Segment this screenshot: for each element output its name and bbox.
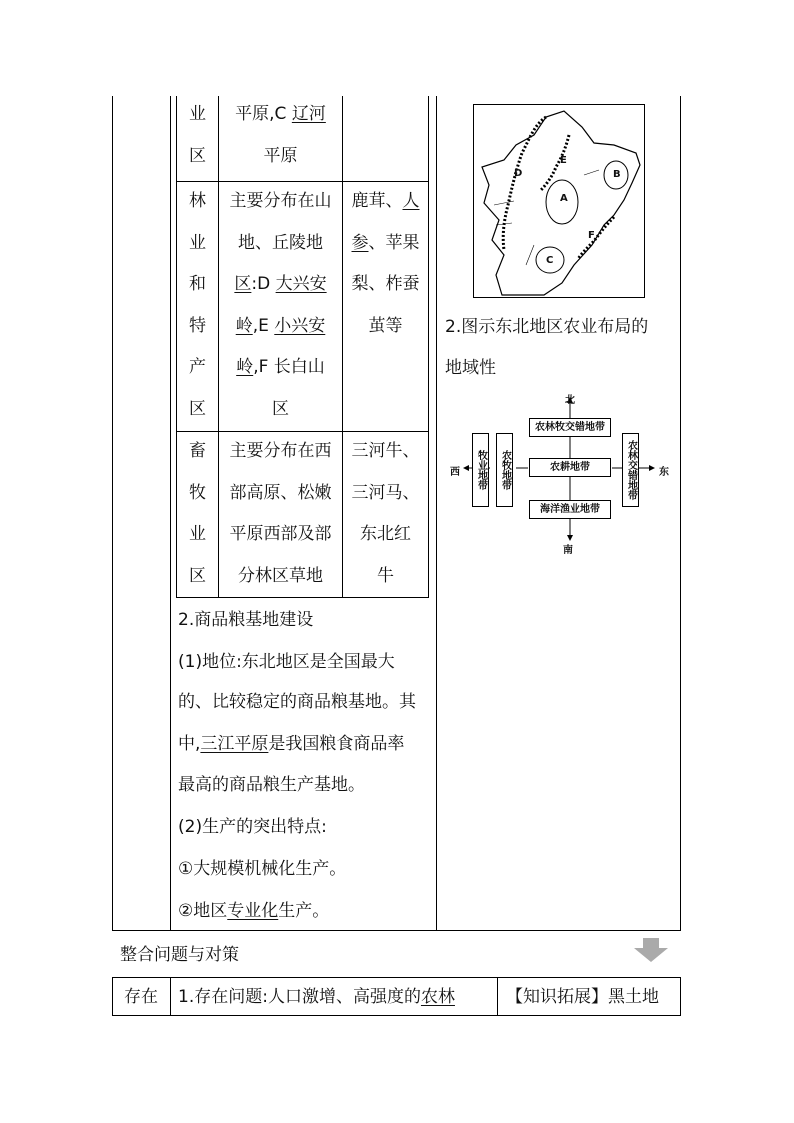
text-fragment: 平原,C xyxy=(235,104,292,124)
underlined-term: 参 xyxy=(351,232,369,253)
row-product-line xyxy=(343,524,428,544)
map-label-c: C xyxy=(546,255,554,266)
row-distribution-line xyxy=(219,566,342,586)
underlined-term: 岭 xyxy=(236,357,254,377)
integration-col3: 【知识拓展】黑土地 xyxy=(506,987,659,1007)
row-distribution-line xyxy=(219,104,342,124)
text-fragment: 1.存在问题:人口激增、高强度的 xyxy=(178,987,421,1007)
diagram-bottom-box: 海洋渔业地带 xyxy=(529,500,611,519)
row-type-char: 业 xyxy=(189,524,206,544)
row-distribution-line xyxy=(219,524,342,544)
row-product-line xyxy=(343,274,428,294)
underlined-term: 专业化 xyxy=(227,901,279,921)
diagram-west: 西 xyxy=(450,467,460,478)
row-product-line xyxy=(343,191,428,211)
row-product-line xyxy=(343,441,428,461)
text-fragment: ,F 长白山 xyxy=(253,357,325,377)
diagram-center-box: 农耕地带 xyxy=(529,458,611,477)
text-fragment: 牛 xyxy=(377,565,394,586)
row-product-line xyxy=(343,483,428,503)
underlined-term: 人 xyxy=(402,191,420,211)
text-fragment: 生产。 xyxy=(278,901,330,921)
row-distribution-line xyxy=(219,483,342,503)
underlined-term: 农林 xyxy=(420,987,455,1007)
text-fragment: 三河牛、 xyxy=(351,441,420,461)
map-label-e: E xyxy=(560,155,567,166)
text-fragment: 部高原、松嫩 xyxy=(229,482,332,503)
diagram-caption-line2: 地域性 xyxy=(445,358,496,378)
map-label-d: D xyxy=(514,168,523,179)
northeast-map xyxy=(473,104,645,298)
diagram-left-inner-box: 农牧地带 xyxy=(496,433,513,507)
map-label-f: F xyxy=(588,230,595,241)
row-distribution-line xyxy=(219,399,342,419)
text-fragment: 分林区草地 xyxy=(238,565,323,586)
row-distribution-line xyxy=(219,316,342,336)
text-fragment: 中, xyxy=(178,734,201,754)
row-product-line xyxy=(343,566,428,586)
row-type-char: 区 xyxy=(189,565,206,586)
row-type-char: 区 xyxy=(189,145,206,166)
section2-line4: 最高的商品粮生产基地。 xyxy=(178,775,365,795)
text-fragment: 主要分布在西 xyxy=(229,441,332,461)
section2-line2: 的、比较稳定的商品粮基地。其 xyxy=(178,692,416,712)
text-fragment: 三河马、 xyxy=(351,482,420,503)
underlined-term: 大兴安 xyxy=(275,274,327,294)
row-type-char: 产 xyxy=(189,357,206,377)
section2-line7 xyxy=(178,901,329,921)
row-type-char: 畜 xyxy=(189,441,206,461)
diagram-left-outer-box: 牧业地带 xyxy=(472,433,489,507)
diagram-top-box: 农林牧交错地带 xyxy=(529,418,611,437)
map-label-a: A xyxy=(560,193,568,204)
row-distribution-line xyxy=(219,441,342,461)
integration-col2 xyxy=(178,987,455,1007)
section2-heading: 2.商品粮基地建设 xyxy=(178,610,314,630)
underlined-term: 岭 xyxy=(235,315,253,336)
integration-col1: 存在 xyxy=(124,987,158,1007)
row-distribution-line xyxy=(219,233,342,253)
text-fragment: 平原 xyxy=(263,145,298,166)
section2-line5: (2)生产的突出特点: xyxy=(178,817,327,837)
map-outline-icon xyxy=(474,105,644,297)
text-fragment: 鹿茸、 xyxy=(351,191,403,211)
text-fragment: 平原西部及部 xyxy=(229,524,332,544)
section2-line1: (1)地位:东北地区是全国最大 xyxy=(178,652,395,672)
map-label-b: B xyxy=(613,169,621,180)
row-distribution-line xyxy=(219,357,342,377)
row-distribution-line xyxy=(219,191,342,211)
row-type-char: 业 xyxy=(189,232,206,253)
row-distribution-line xyxy=(219,146,342,166)
diagram-north: 北 xyxy=(565,395,575,406)
row-distribution-line xyxy=(219,274,342,294)
text-fragment: 、苹果 xyxy=(368,232,420,253)
text-fragment: ,E xyxy=(252,315,275,336)
text-fragment: 是我国粮食商品率 xyxy=(268,734,405,754)
text-fragment: 茧等 xyxy=(368,315,403,336)
section2-line6: ①大规模机械化生产。 xyxy=(178,859,347,879)
diagram-south: 南 xyxy=(563,545,573,556)
section2-line3 xyxy=(178,734,404,754)
row-type-char: 业 xyxy=(189,104,206,124)
row-type-char: 区 xyxy=(189,398,206,419)
text-fragment: ②地区 xyxy=(178,901,228,921)
text-fragment: :D xyxy=(251,274,276,294)
diagram-caption-line1: 2.图示东北地区农业布局的 xyxy=(445,317,649,337)
row-product-line xyxy=(343,316,428,336)
underlined-term: 辽河 xyxy=(291,104,326,124)
text-fragment: 梨、柞蚕 xyxy=(351,274,420,294)
text-fragment: 主要分布在山 xyxy=(229,191,332,211)
row-type-char: 林 xyxy=(189,191,206,211)
row-type-char: 牧 xyxy=(189,482,206,503)
row-type-char: 特 xyxy=(189,315,206,336)
integration-title: 整合问题与对策 xyxy=(120,945,239,965)
underlined-term: 小兴安 xyxy=(274,315,326,336)
diagram-right-box: 农林交错地带 xyxy=(622,433,639,507)
down-arrow-icon xyxy=(634,938,668,962)
diagram-east: 东 xyxy=(659,467,669,478)
text-fragment: 地、丘陵地 xyxy=(238,232,323,253)
row-product-line xyxy=(343,233,428,253)
underlined-term: 三江平原 xyxy=(200,734,269,754)
underlined-term: 区 xyxy=(234,274,252,294)
text-fragment: 区 xyxy=(272,398,289,419)
row-type-char: 和 xyxy=(189,274,206,294)
text-fragment: 东北红 xyxy=(360,524,411,544)
